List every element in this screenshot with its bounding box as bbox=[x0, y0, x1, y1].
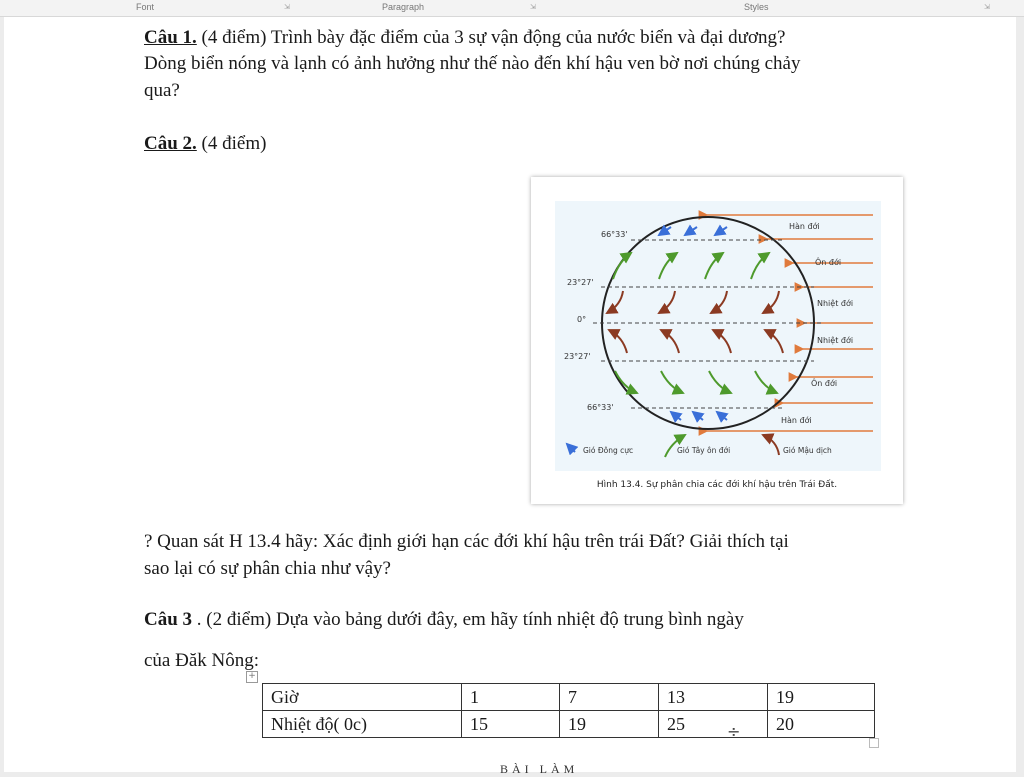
legend-westerlies: Gió Tây ôn đới bbox=[677, 446, 731, 455]
table-cell[interactable]: 19 bbox=[560, 711, 659, 738]
table-move-handle-icon[interactable]: + bbox=[246, 671, 258, 683]
font-dialog-launcher-icon[interactable]: ⇲ bbox=[284, 4, 290, 11]
figure-caption: Hình 13.4. Sự phân chia các đới khí hậu trên Trái Đất. bbox=[596, 480, 838, 490]
zone-label-temperate-n: Ôn đới bbox=[815, 258, 842, 267]
lat-label-equator: 0° bbox=[577, 315, 587, 324]
q3-label: Câu 3 bbox=[144, 609, 193, 630]
styles-dialog-launcher-icon[interactable]: ⇲ bbox=[984, 4, 990, 11]
q2-question-line2: sao lại có sự phân chia như vậy? bbox=[144, 558, 391, 579]
lat-label-23-n: 23°27' bbox=[567, 278, 594, 287]
table-cell[interactable]: Giờ bbox=[263, 684, 462, 711]
q1-label: Câu 1. bbox=[144, 27, 197, 48]
ribbon-group-paragraph[interactable]: Paragraph bbox=[382, 2, 425, 12]
q1-line2: Dòng biển nóng và lạnh có ảnh hưởng như thế nào đến khí hậu ven bờ nơi chúng chảy bbox=[144, 53, 801, 74]
table-cell[interactable]: 19 bbox=[768, 684, 875, 711]
table-cell[interactable]: 25 bbox=[659, 711, 768, 738]
legend-polar-easterlies: Gió Đông cực bbox=[583, 446, 634, 455]
climate-zones-figure[interactable] bbox=[531, 177, 903, 504]
climate-zones-diagram bbox=[531, 177, 903, 504]
lat-label-66-s: 66°33' bbox=[587, 403, 614, 412]
lat-label-66-n: 66°33' bbox=[601, 230, 628, 239]
ribbon-bar bbox=[0, 0, 1024, 17]
paragraph-dialog-launcher-icon[interactable]: ⇲ bbox=[530, 4, 536, 11]
move-cursor-icon: ÷ bbox=[727, 722, 741, 741]
zone-label-polar-n: Hàn đới bbox=[789, 222, 820, 231]
q3-line2: của Đăk Nông: bbox=[144, 650, 260, 671]
table-cell[interactable]: 1 bbox=[462, 684, 560, 711]
zone-label-polar-s: Hàn đới bbox=[781, 416, 812, 425]
q1-line1: Câu 1. (4 điểm) Trình bày đặc điểm của 3 sự vận động của nước biển và đại dương? bbox=[144, 27, 786, 48]
table-cell[interactable]: 13 bbox=[659, 684, 768, 711]
q2-heading: Câu 2. (4 điểm) bbox=[144, 133, 267, 154]
table-row bbox=[263, 711, 875, 738]
table-cell[interactable]: Nhiệt độ( 0c) bbox=[263, 711, 462, 738]
temperature-table[interactable] bbox=[262, 683, 875, 738]
lat-label-23-s: 23°27' bbox=[564, 352, 591, 361]
zone-label-tropical-s: Nhiệt đới bbox=[817, 336, 854, 345]
table-cell[interactable]: 7 bbox=[560, 684, 659, 711]
table-cell[interactable]: 15 bbox=[462, 711, 560, 738]
next-heading-fragment: BÀI LÀM bbox=[500, 762, 579, 776]
ribbon-group-font[interactable]: Font bbox=[136, 2, 155, 12]
zone-label-temperate-s: Ôn đới bbox=[811, 379, 838, 388]
q2-question-line1: ? Quan sát H 13.4 hãy: Xác định giới hạn các đới khí hậu trên trái Đất? Giải thích tại bbox=[144, 531, 789, 552]
q1-line3: qua? bbox=[144, 80, 180, 101]
q3-line1: Câu 3 . (2 điểm) Dựa vào bảng dưới đây, em hãy tính nhiệt độ trung bình ngày bbox=[144, 609, 744, 630]
legend-trade-winds: Gió Mậu dịch bbox=[783, 446, 832, 455]
ribbon-group-styles[interactable]: Styles bbox=[744, 2, 769, 12]
table-resize-handle-icon[interactable] bbox=[869, 738, 879, 748]
q2-label: Câu 2. bbox=[144, 133, 197, 154]
zone-label-tropical-n: Nhiệt đới bbox=[817, 299, 854, 308]
table-cell[interactable]: 20 bbox=[768, 711, 875, 738]
table-row bbox=[263, 684, 875, 711]
